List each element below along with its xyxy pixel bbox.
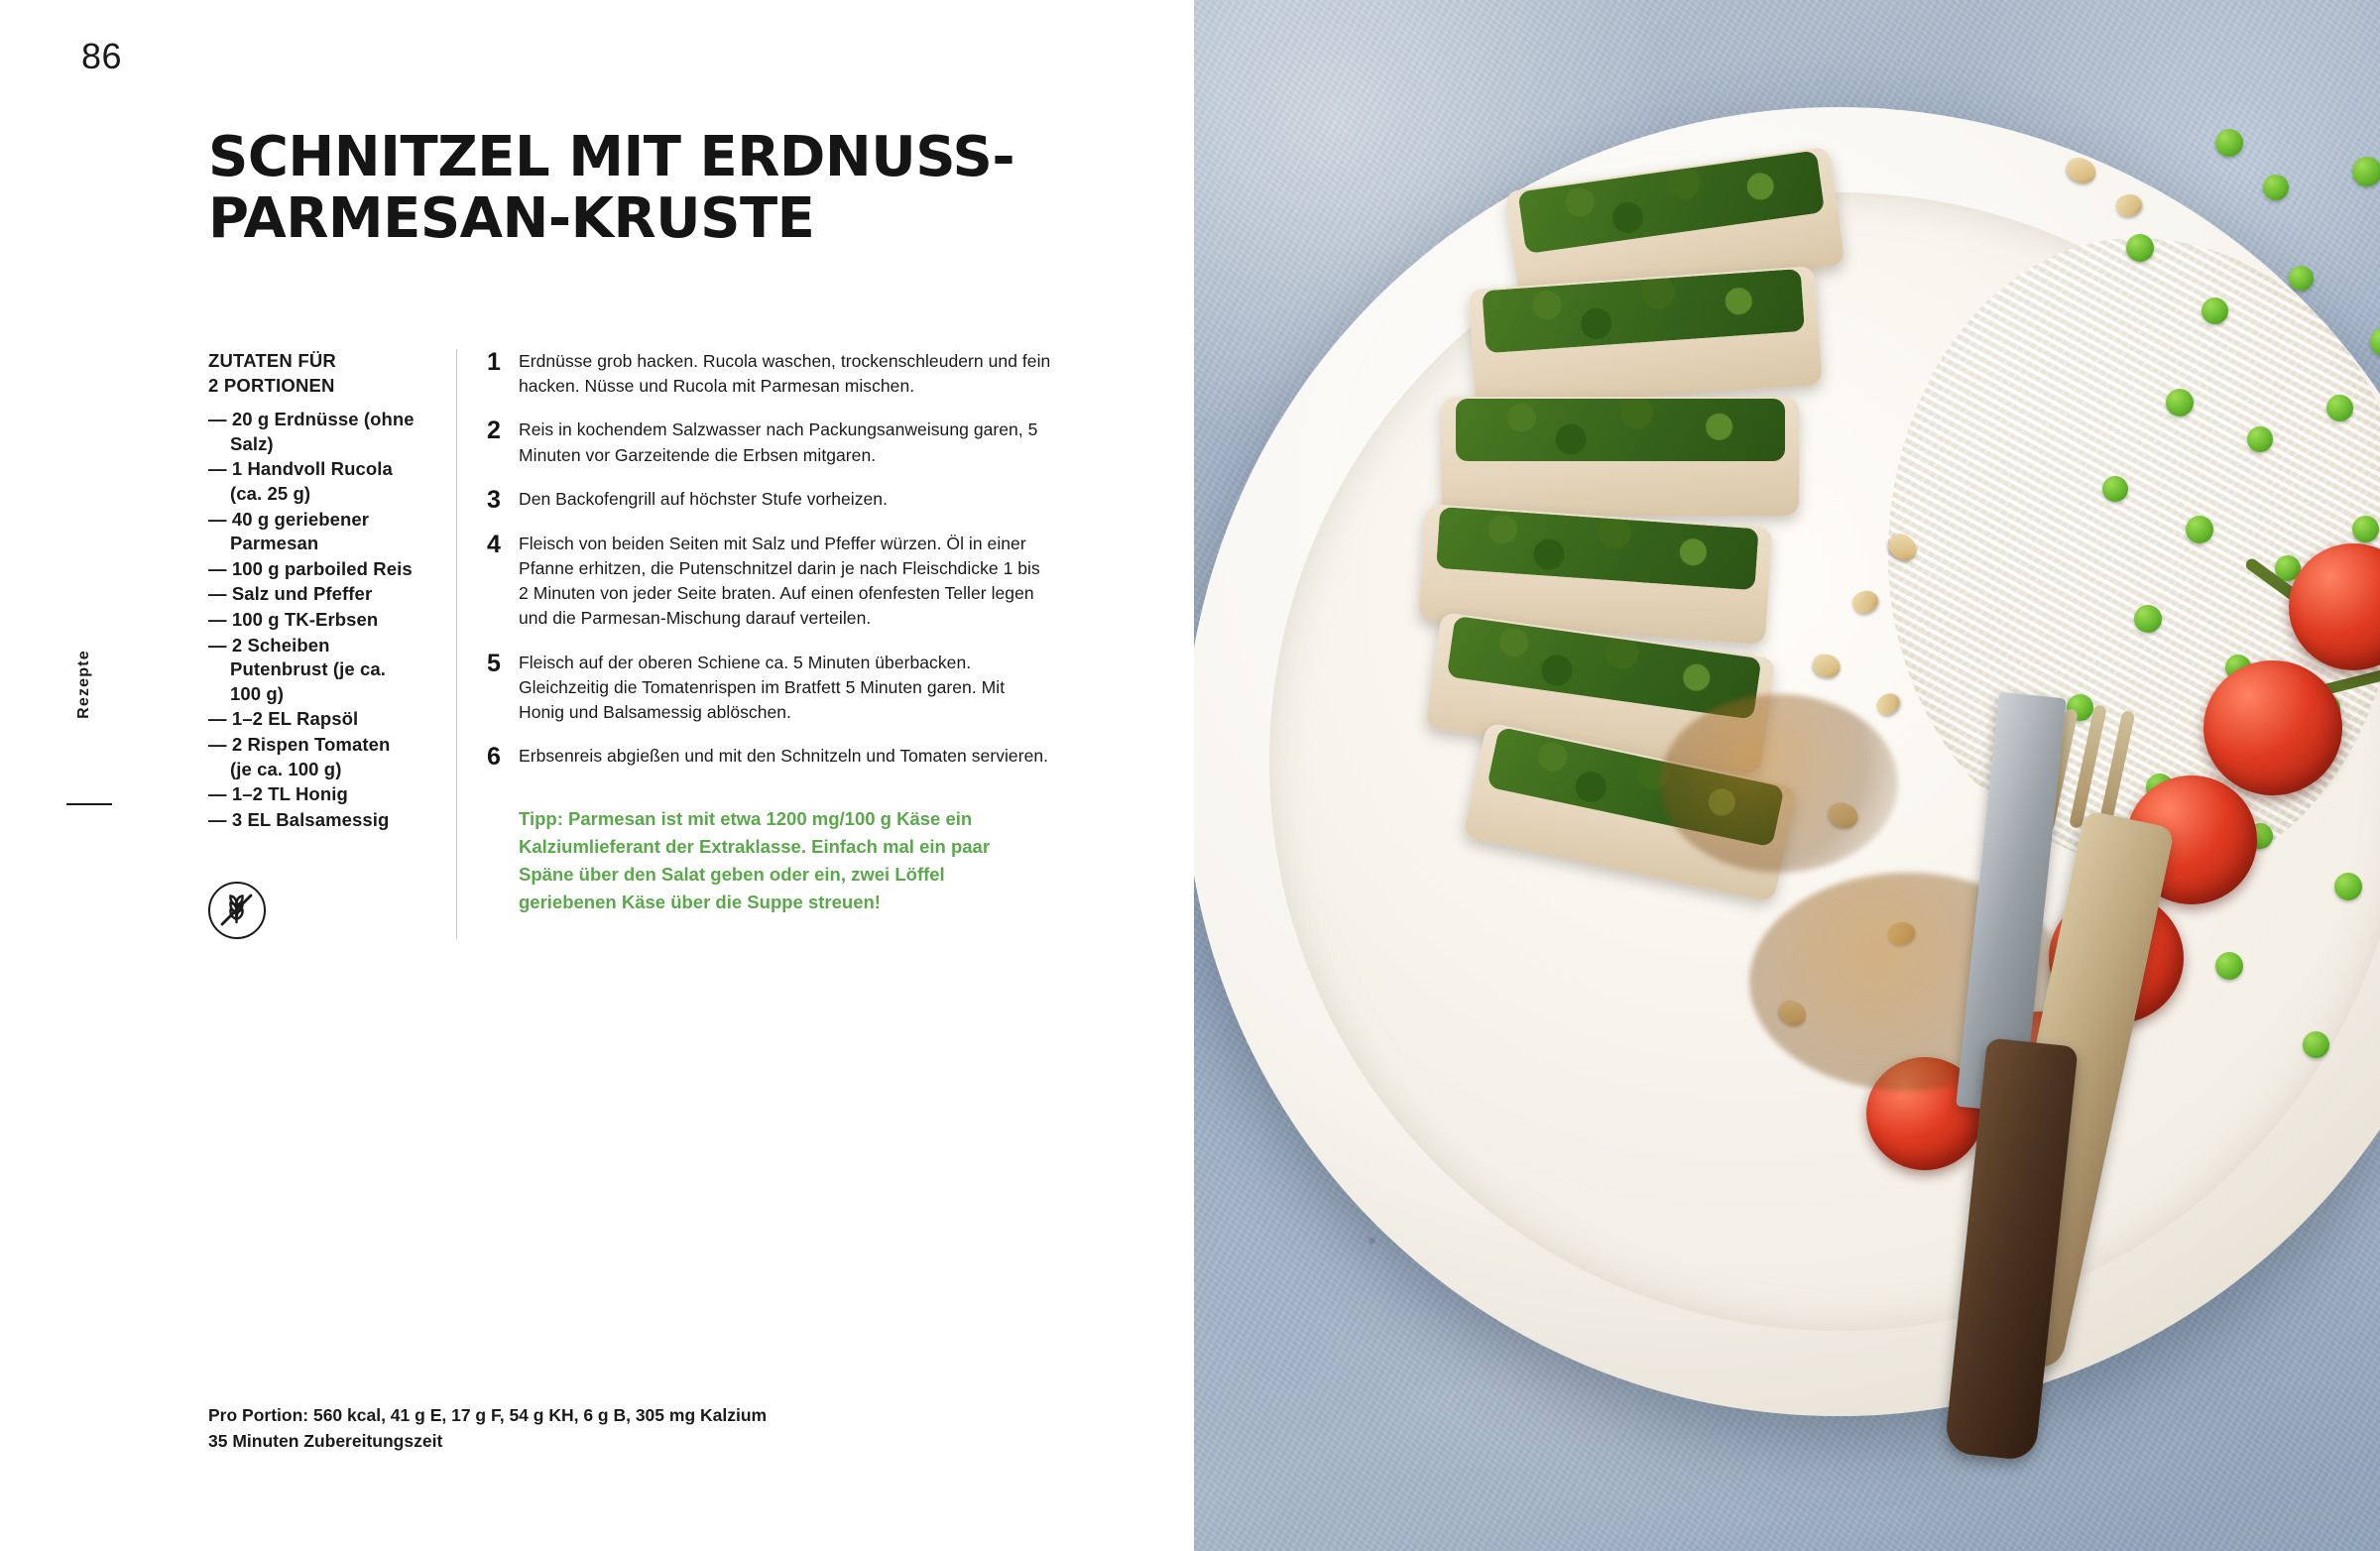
list-item: — 1 Handvoll Rucola (ca. 25 g) [208,457,416,506]
list-item: — 3 EL Balsamessig [208,808,416,833]
step-number: 3 [487,485,501,514]
recipe-photo [1194,0,2380,1551]
step-number: 6 [487,743,501,772]
recipe-step [487,349,1051,399]
list-item: — 100 g parboiled Reis [208,557,416,582]
gluten-free-icon [208,882,266,939]
step-number: 4 [487,530,501,558]
list-item: — 40 g geriebener Parmesan [208,508,416,556]
ingredients-heading-line2: 2 PORTIONEN [208,374,335,396]
recipe-body [208,349,1061,939]
nutrition-info [208,1402,767,1455]
recipe-step [487,487,1051,513]
recipe-step [487,532,1051,632]
step-text: Erbsenreis abgießen und mit den Schnitzeln und Tomaten servieren. [519,746,1049,767]
step-number: 1 [487,348,501,376]
ingredients-list [208,408,416,832]
list-item: — 20 g Erdnüsse (ohne Salz) [208,408,416,456]
nutrition-line-1: Pro Portion: 560 kcal, 41 g E, 17 g F, 54 g KH, 6 g B, 305 mg Kalzium [208,1404,768,1425]
step-text: Erdnüsse grob hacken. Rucola waschen, trockenschleudern und fein hacken. Nüsse und Rucola mit Parmesan mischen. [519,351,1051,397]
ingredients-heading-line1: ZUTATEN FÜR [208,350,336,371]
step-text: Fleisch auf der oberen Schiene ca. 5 Minuten überbacken. Gleichzeitig die Tomatenrispen im Bratfett 5 Minuten garen. Mit Honig und Balsamessig ablöschen. [519,652,1006,722]
step-text: Fleisch von beiden Seiten mit Salz und Pfeffer würzen. Öl in einer Pfanne erhitzen, die Putenschnitzel darin je nach Fleischdicke 1 bis 2 Minuten von jeder Seite braten. Auf einen ofenfesten Teller legen und die Parmesan-Mischung darauf verteilen. [519,533,1040,629]
chapter-tab-rule [66,803,112,805]
list-item: — 2 Scheiben Putenbrust (je ca. 100 g) [208,634,416,707]
list-item: — 1–2 EL Rapsöl [208,707,416,732]
list-item: — 100 g TK-Erbsen [208,608,416,633]
page-number: 86 [81,36,123,76]
cutlery [1194,0,2380,1551]
tip-text: Tipp: Parmesan ist mit etwa 1200 mg/100 g Käse ein Kalziumlieferant der Extraklasse. Einfach mal ein paar Späne über den Salat geben oder ein, zwei Löffel geriebenen Käse über die Suppe streuen! [519,808,991,913]
step-text: Reis in kochendem Salzwasser nach Packungsanweisung garen, 5 Minuten vor Garzeitende die Erbsen mitgaren. [519,419,1038,465]
chapter-tab-label: Rezepte [75,650,92,719]
step-text: Den Backofengrill auf höchster Stufe vorheizen. [519,488,889,509]
recipe-step [487,744,1051,770]
nutrition-line-2: 35 Minuten Zubereitungszeit [208,1430,443,1451]
page-title: SCHNITZEL MIT ERDNUSS-PARMESAN-KRUSTE [208,124,1015,252]
list-item: — Salz und Pfeffer [208,582,416,607]
step-number: 5 [487,649,501,677]
recipe-step [487,651,1051,726]
ingredients-heading [208,349,416,398]
recipe-step [487,418,1051,467]
step-number: 2 [487,417,501,445]
steps-column [456,349,1051,939]
ingredients-column [208,349,436,939]
list-item: — 1–2 TL Honig [208,782,416,807]
fork-tine [2098,710,2136,829]
list-item: — 2 Rispen Tomaten (je ca. 100 g) [208,733,416,781]
